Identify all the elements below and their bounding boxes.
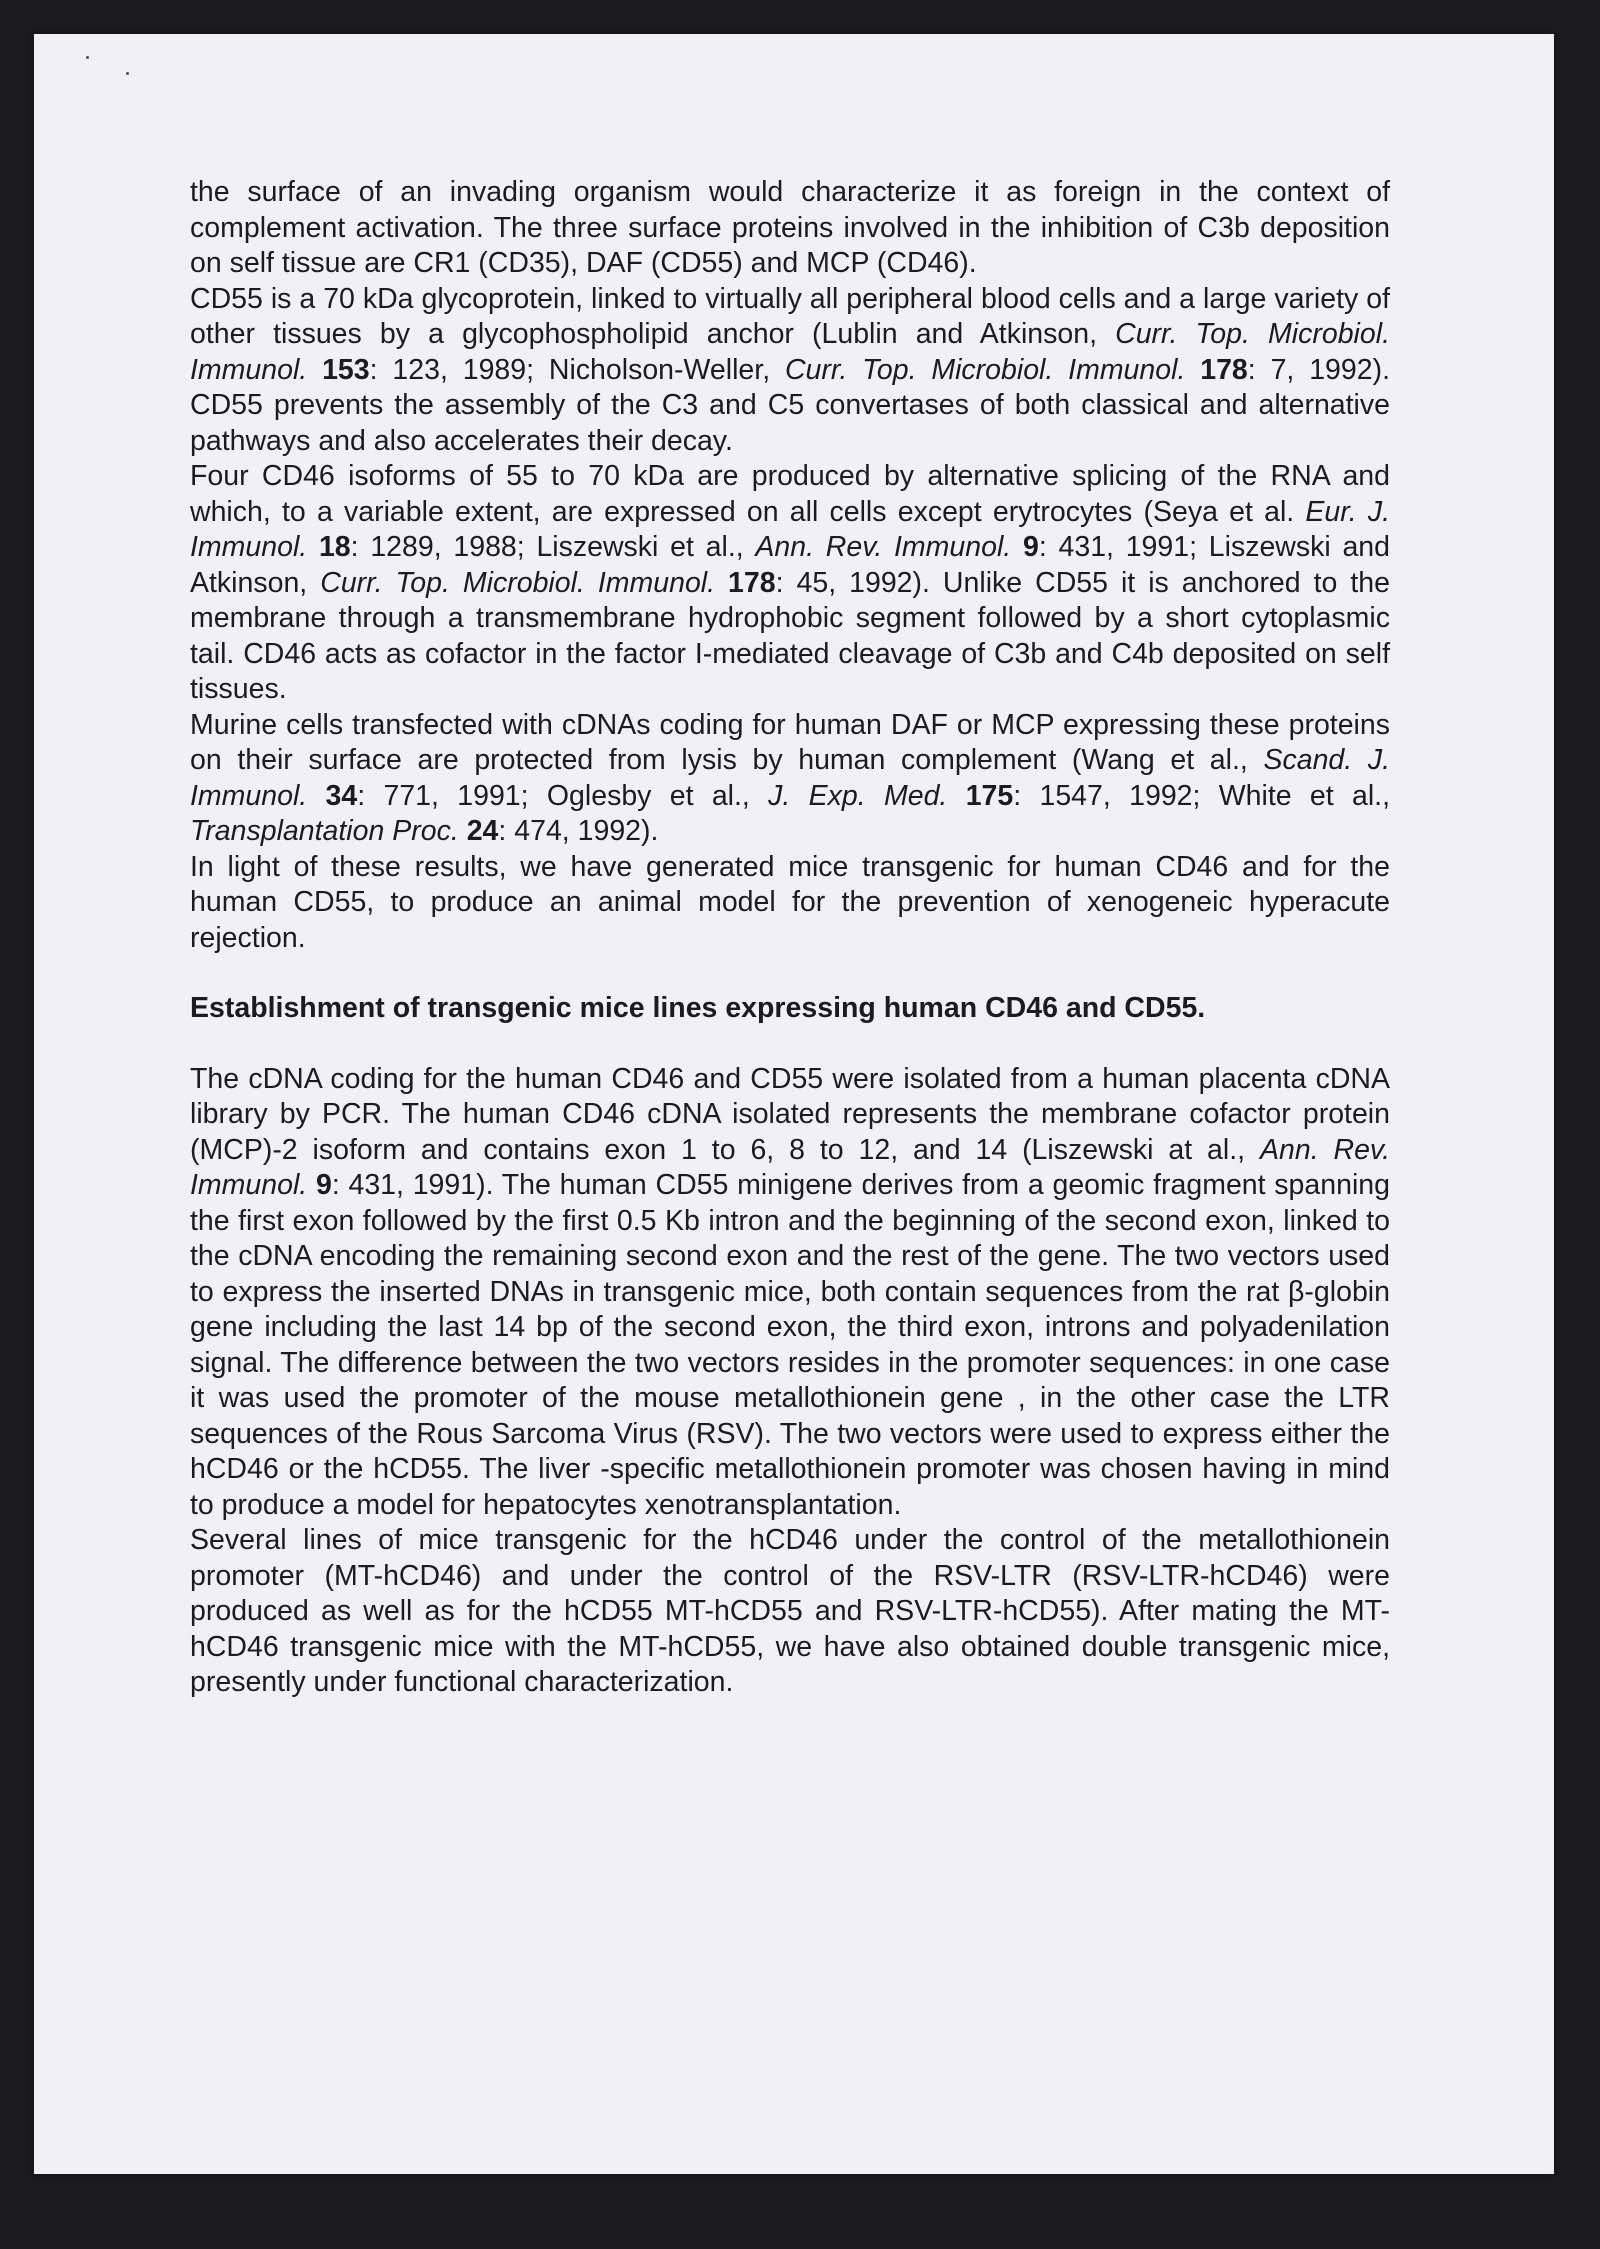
text-run: : 123, 1989; Nicholson-Weller, (369, 353, 785, 386)
text-run (1185, 354, 1200, 386)
text-run: the surface of an invading organism would characterize it as foreign in the context of complement activation. The three surface proteins involved in the inhibition of C3b deposition on self tissue are CR1 (CD35), DAF (CD55) and MCP (CD46). (190, 176, 1390, 279)
text-run: In light of these results, we have generated mice transgenic for human CD46 and for the human CD55, to produce an animal model for the prevention of xenogeneic hyperacute rejection. (190, 850, 1390, 954)
text-run: : 1289, 1988; Liszewski et al., (350, 531, 756, 563)
volume-number: 153 (322, 353, 370, 386)
body-paragraph (190, 175, 1390, 282)
volume-number: 9 (1022, 531, 1039, 563)
body-paragraph (190, 708, 1390, 850)
journal-title: Curr. Top. Microbiol. Immunol. (320, 566, 716, 599)
volume-number: 34 (325, 779, 358, 812)
text-run: : 431, 1991; Liszewski and Atkinson, (190, 531, 1390, 599)
text-run: : 1547, 1992; White et al., (1013, 779, 1391, 812)
text-run: The cDNA coding for the human CD46 and CD55 were isolated from a human placenta cDNA library by PCR. The human CD46 cDNA isolated represents the membrane cofactor protein (MCP)-2 isoform and contains exon 1 to 6, 8 to 12, and 14 (Liszewski at al., (190, 1062, 1390, 1166)
volume-number: 178 (1200, 353, 1248, 386)
body-paragraph (190, 850, 1390, 957)
journal-title: Scand. J. Immunol. (190, 744, 1390, 812)
body-paragraph (190, 1062, 1390, 1524)
journal-title: Curr. Top. Microbiol. Immunol. (190, 318, 1390, 386)
volume-number: 24 (466, 815, 499, 847)
text-run (307, 354, 322, 386)
volume-number: 9 (315, 1169, 332, 1201)
text-run (307, 531, 319, 563)
text-run (1011, 531, 1023, 563)
text-run (947, 780, 965, 812)
section-heading: Establishment of transgenic mice lines expressing human CD46 and CD55. (190, 992, 1206, 1024)
transgenic-section (190, 1062, 1390, 1701)
text-run: : 474, 1992). (498, 815, 659, 847)
journal-title: Eur. J. Immunol. (190, 495, 1390, 563)
intro-section (190, 175, 1390, 956)
document-body (190, 175, 1390, 1701)
text-run: : 45, 1992). Unlike CD55 it is anchored to the membrane through a transmembrane hydrophobic segment followed by a short cytoplasmic tail. CD46 acts as cofactor in the factor I-mediated cleavage of C3b and C4b deposited on self tissues. (190, 566, 1391, 705)
volume-number: 178 (728, 566, 776, 599)
paper-speck (86, 56, 89, 59)
text-run (307, 1169, 316, 1201)
text-run: : 771, 1991; Oglesby et al., (357, 779, 769, 812)
body-paragraph (190, 1523, 1390, 1701)
text-run (459, 815, 467, 847)
body-paragraph (190, 459, 1390, 708)
text-run: : 431, 1991). The human CD55 minigene derives from a geomic fragment spanning the first exon followed by the first 0.5 Kb intron and the beginning of the second exon, linked to the cDNA encoding the remaining second exon and the rest of the gene. The two vectors used to express the inserted DNAs in transgenic mice, both contain sequences from the rat β-globin gene including the last 14 bp of the second exon, the third exon, introns and polyadenilation signal. The difference between the two vectors resides in the promoter sequences: in one case it was used the promoter of the mouse metallothionein gene , in the other case the LTR sequences of the Rous Sarcoma Virus (RSV). The two vectors were used to express either the hCD46 or the hCD55. The liver -specific metallothionein promoter was chosen having in mind to produce a model for hepatocytes xenotransplantation. (190, 1169, 1390, 1521)
text-run (715, 567, 728, 599)
volume-number: 18 (318, 531, 351, 563)
journal-title: Ann. Rev. Immunol. (755, 531, 1012, 563)
journal-title: Ann. Rev. Immunol. (190, 1133, 1390, 1201)
text-run: : 7, 1992). CD55 prevents the assembly of the C3 and C5 convertases of both classical and alternative pathways and also accelerates their decay. (190, 353, 1390, 457)
volume-number: 175 (965, 779, 1014, 812)
text-run (307, 780, 325, 812)
text-run: CD55 is a 70 kDa glycoprotein, linked to virtually all peripheral blood cells and a large variety of other tissues by a glycophospholipid anchor (Lublin and Atkinson, (190, 282, 1390, 350)
journal-title: J. Exp. Med. (768, 779, 948, 812)
text-run: Murine cells transfected with cDNAs coding for human DAF or MCP expressing these proteins on their surface are protected from lysis by human complement (Wang et al., (190, 708, 1390, 776)
journal-title: Curr. Top. Microbiol. Immunol. (784, 353, 1186, 386)
body-paragraph (190, 282, 1390, 460)
journal-title: Transplantation Proc. (190, 815, 459, 847)
paper-speck (126, 72, 129, 75)
text-run: Four CD46 isoforms of 55 to 70 kDa are produced by alternative splicing of the RNA and which, to a variable extent, are expressed on all cells except erytrocytes (Seya et al. (190, 460, 1390, 528)
text-run: Several lines of mice transgenic for the hCD46 under the control of the metallothionein promoter (MT-hCD46) and under the control of the RSV-LTR (RSV-LTR-hCD46) were produced as well as for the hCD55 MT-hCD55 and RSV-LTR-hCD55). After mating the MT-hCD46 transgenic mice with the MT-hCD55, we have also obtained double transgenic mice, presently under functional characterization. (190, 1524, 1390, 1698)
